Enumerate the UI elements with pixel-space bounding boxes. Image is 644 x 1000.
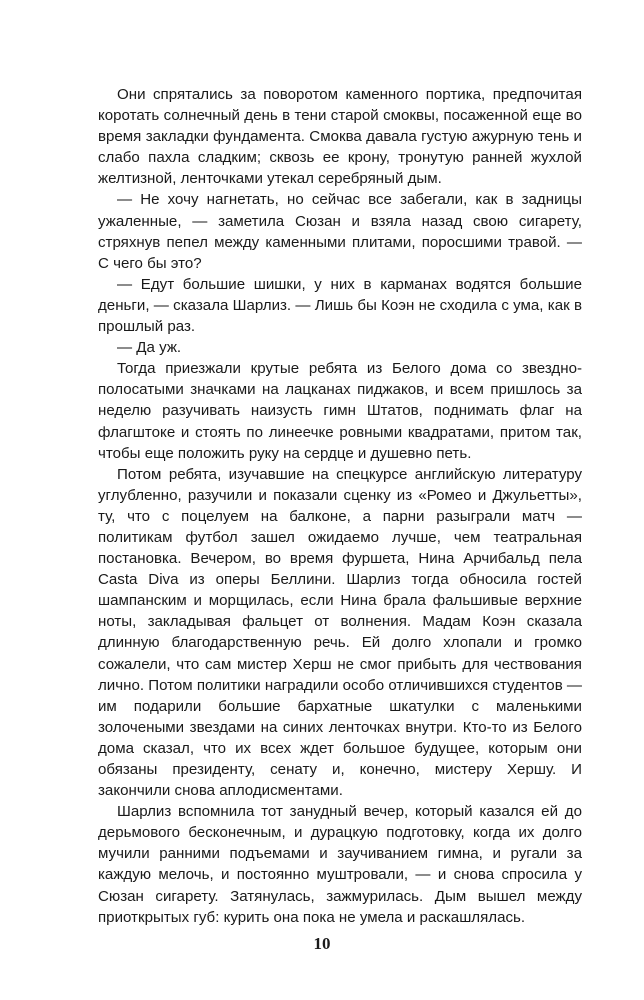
paragraph-7: Шарлиз вспомнила тот занудный вечер, который казался ей до дерьмового бесконечным, и дурацкую подготовку, когда их долго мучили ранними подъемами и заучиванием гимна, и ругали за каждую мелочь, и постоянно муштровали, — и снова спросила у Сюзан сигарету. Затянулась, зажмурилась. Дым вышел между приоткрытых губ: курить она пока не умела и раскашлялась. — [98, 803, 582, 926]
paragraph-3: — Едут большие шишки, у них в карманах водятся большие деньги, — сказала Шарлиз. — Лишь бы Коэн не сходила с ума, как в прошлый раз. — [98, 275, 582, 336]
paragraph-4: — Да уж. — [117, 339, 182, 357]
paragraph-5: Тогда приезжали крутые ребята из Белого дома со звездно-полосатыми значками на лацканах пиджаков, и всем пришлось за неделю разучивать наизусть гимн Штатов, поднимать флаг на флагштоке и стоять по линеечке ровными квадратами, притом так, чтобы еще положить руку на сердце и душевно петь. — [98, 360, 582, 462]
paragraph-2: — Не хочу нагнетать, но сейчас все забегали, как в задницы ужаленные, — заметила Сюзан и взяла назад свою сигарету, стряхнув пепел между каменными плитами, поросшими травой. — С чего бы это? — [98, 191, 582, 272]
paragraph-1: Они спрятались за поворотом каменного портика, предпочитая коротать солнечный день в тени старой смоквы, посаженной еще во время закладки фундамента. Смоква давала густую ажурную тень и слабо пахла сладким; сквозь ее крону, тронутую ранней жухлой желтизной, ленточками утекал серебряный дым. — [98, 86, 582, 188]
body-text — [98, 84, 582, 928]
page-number: 10 — [313, 934, 331, 953]
paragraph-6: Потом ребята, изучавшие на спецкурсе английскую литературу углубленно, разучили и показали сценку из «Ромео и Джульетты», ту, что с поцелуем на балконе, а парни разыграли матч — политикам футбол зашел ожидаемо лучше, чем театральная постановка. Вечером, во время фуршета, Нина Арчибальд пела Casta Diva из оперы Беллини. Шарлиз тогда обносила гостей шампанским и морщилась, если Нина брала фальшивые верхние ноты, закладывая фальцет от волнения. Мадам Коэн сказала длинную благодарственную речь. Ей долго хлопали и громко сожалели, что сам мистер Херш не смог прибыть для чествования лично. Потом политики наградили особо отличившихся студентов — им подарили большие бархатные шкатулки с маленькими золочеными звездами на синих ленточках внутри. Кто-то из Белого дома сказал, что их всех ждет большое будущее, которым они обязаны президенту, сенату и, конечно, мистеру Хершу. И закончили снова аплодисментами. — [98, 465, 583, 800]
